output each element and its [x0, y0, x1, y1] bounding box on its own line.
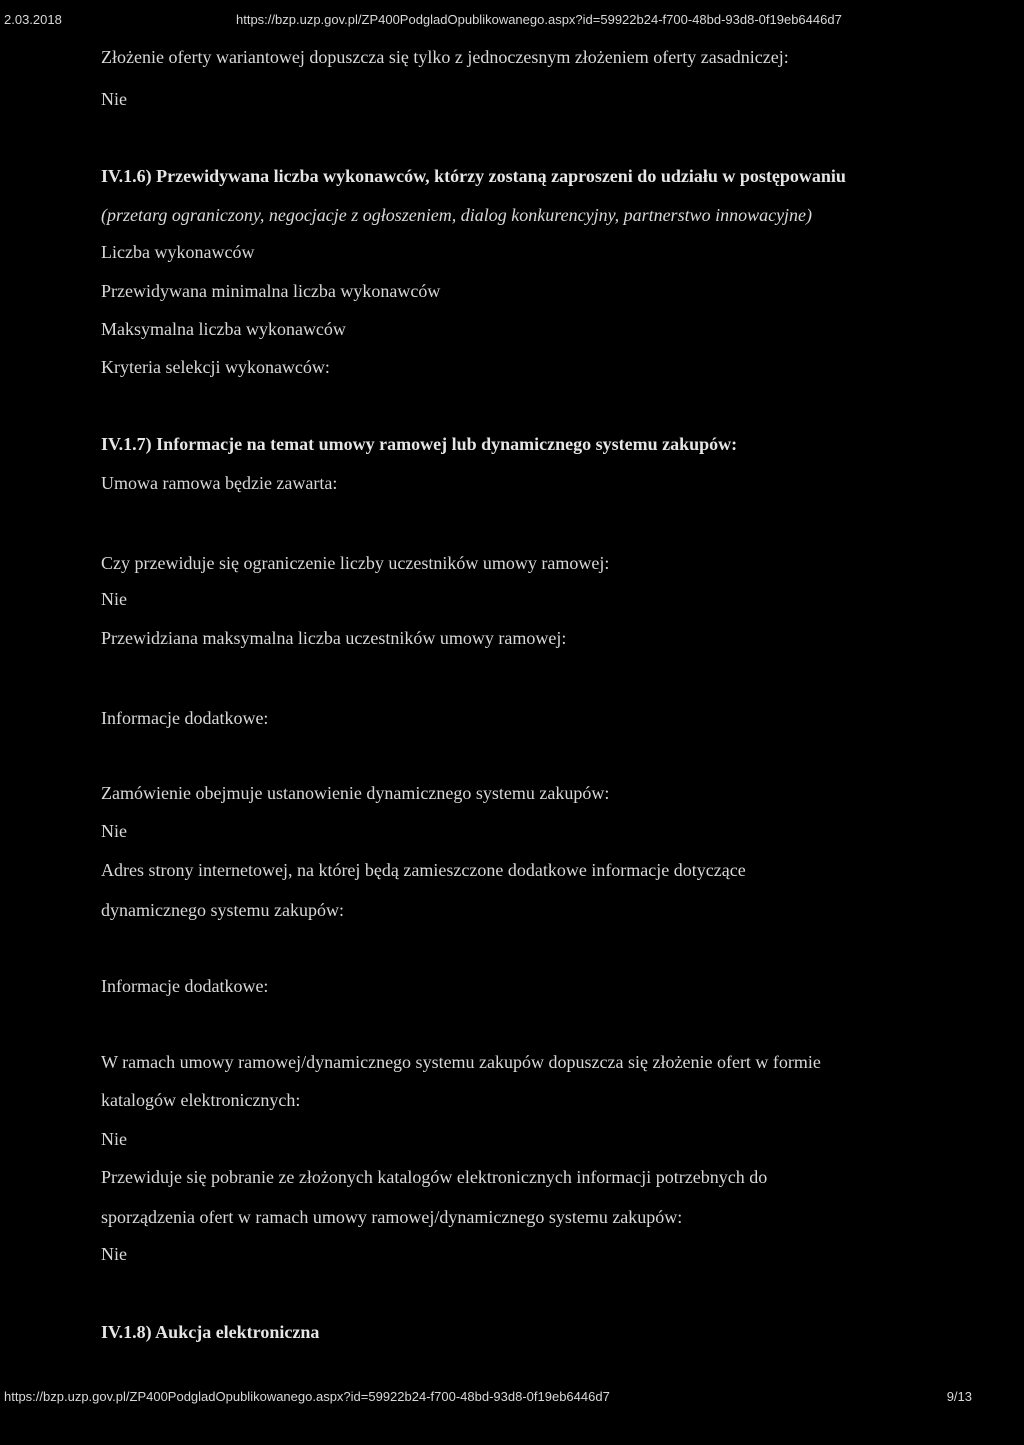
section-iv16-heading: IV.1.6) Przewidywana liczba wykonawców, którzy zostaną zaproszeni do udziału w postępowaniu — [101, 166, 846, 186]
selection-criteria-label: Kryteria selekcji wykonawców: — [101, 357, 330, 377]
participant-limit-answer: Nie — [101, 589, 127, 609]
variant-offer-question: Złożenie oferty wariantowej dopuszcza się tylko z jednoczesnym złożeniem oferty zasadniczej: — [101, 47, 789, 67]
framework-agreement-label: Umowa ramowa będzie zawarta: — [101, 473, 338, 493]
additional-info-label-1: Informacje dodatkowe: — [101, 708, 269, 728]
electronic-catalog-question-line1: W ramach umowy ramowej/dynamicznego systemu zakupów dopuszcza się złożenie ofert w formie — [101, 1052, 821, 1072]
dynamic-system-answer: Nie — [101, 821, 127, 841]
catalog-download-question-line1: Przewiduje się pobranie ze złożonych katalogów elektronicznych informacji potrzebnych do — [101, 1167, 768, 1187]
header-url: https://bzp.uzp.gov.pl/ZP400PodgladOpublikowanego.aspx?id=59922b24-f700-48bd-93d8-0f19eb6446d7 — [236, 12, 842, 27]
section-iv16-note: (przetarg ograniczony, negocjacje z ogłoszeniem, dialog konkurencyjny, partnerstwo innowacyjne) — [101, 205, 813, 225]
min-contractors-label: Przewidywana minimalna liczba wykonawców — [101, 281, 441, 301]
variant-offer-answer: Nie — [101, 89, 127, 109]
max-participants-label: Przewidziana maksymalna liczba uczestników umowy ramowej: — [101, 628, 567, 648]
participant-limit-question: Czy przewiduje się ograniczenie liczby uczestników umowy ramowej: — [101, 553, 610, 573]
dynamic-system-question: Zamówienie obejmuje ustanowienie dynamicznego systemu zakupów: — [101, 783, 610, 803]
catalog-download-answer: Nie — [101, 1244, 127, 1264]
max-contractors-label: Maksymalna liczba wykonawców — [101, 319, 346, 339]
additional-info-label-2: Informacje dodatkowe: — [101, 976, 269, 996]
section-iv17-heading: IV.1.7) Informacje na temat umowy ramowej lub dynamicznego systemu zakupów: — [101, 434, 738, 454]
footer-page-number: 9/13 — [946, 1389, 972, 1404]
electronic-catalog-question-line2: katalogów elektronicznych: — [101, 1090, 301, 1110]
section-iv18-heading: IV.1.8) Aukcja elektroniczna — [101, 1322, 320, 1342]
header-date: 2.03.2018 — [4, 12, 62, 27]
contractor-count-label: Liczba wykonawców — [101, 242, 255, 262]
electronic-catalog-answer: Nie — [101, 1129, 127, 1149]
website-address-label-line2: dynamicznego systemu zakupów: — [101, 900, 344, 920]
website-address-label-line1: Adres strony internetowej, na której będą zamieszczone dodatkowe informacje dotyczące — [101, 860, 746, 880]
footer-url: https://bzp.uzp.gov.pl/ZP400PodgladOpublikowanego.aspx?id=59922b24-f700-48bd-93d8-0f19eb6446d7 — [4, 1389, 610, 1404]
catalog-download-question-line2: sporządzenia ofert w ramach umowy ramowej/dynamicznego systemu zakupów: — [101, 1207, 683, 1227]
